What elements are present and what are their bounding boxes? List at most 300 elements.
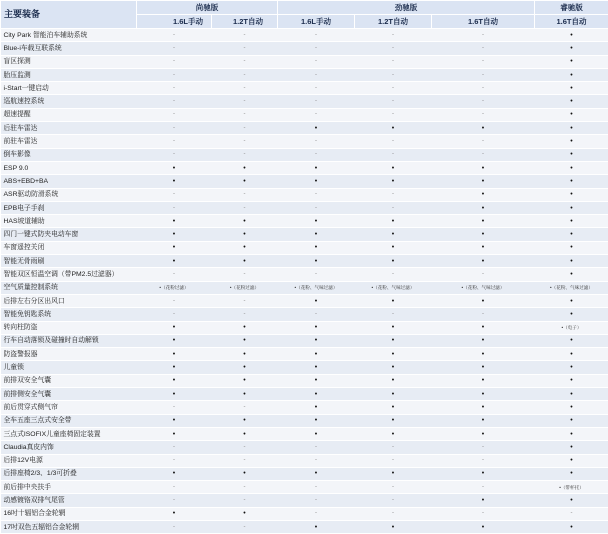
spec-cell: - [432,42,535,55]
spec-cell: - [278,494,355,507]
spec-cell: • [535,42,608,55]
spec-cell: • [137,215,212,228]
spec-cell: - [432,82,535,95]
spec-cell: - [432,148,535,161]
spec-cell: - [432,95,535,108]
feature-name: 四门一键式防夹电动车窗 [1,228,137,241]
spec-cell: - [278,454,355,467]
spec-cell: • [535,268,608,281]
spec-cell: - [278,268,355,281]
spec-cell: - [212,294,278,307]
feature-name: 前驻车雷达 [1,135,137,148]
spec-cell: • [432,188,535,201]
spec-cell: - [212,95,278,108]
spec-cell: - [212,122,278,135]
spec-cell: - [137,494,212,507]
feature-name: 儿童锁 [1,361,137,374]
spec-cell: - [137,82,212,95]
spec-cell: • [278,520,355,533]
spec-cell: - [278,68,355,81]
feature-name: 动感镀铬双排气尾管 [1,494,137,507]
table-row [1,414,608,427]
spec-cell: • [535,414,608,427]
spec-cell: • [535,201,608,214]
spec-cell: - [432,135,535,148]
spec-cell: • [278,427,355,440]
spec-cell: - [355,29,432,42]
spec-cell: - [278,308,355,321]
table-row [1,241,608,254]
spec-cell: • [535,374,608,387]
spec-cell: - [355,135,432,148]
table-row [1,228,608,241]
spec-cell: • [535,388,608,401]
trim-header: 1.2T自动 [355,15,432,29]
spec-cell: • [535,441,608,454]
spec-cell: • [212,241,278,254]
spec-cell: • [137,414,212,427]
spec-cell: - [355,148,432,161]
feature-name: 防盗警报器 [1,348,137,361]
spec-cell: • [355,122,432,135]
feature-name: City Park 智能泊车辅助系统 [1,29,137,42]
spec-cell: - [137,108,212,121]
spec-cell: - [278,135,355,148]
spec-cell: • [278,361,355,374]
spec-cell: - [212,308,278,321]
spec-cell: - [137,29,212,42]
spec-cell: • [212,427,278,440]
spec-cell: - [212,188,278,201]
spec-cell: - [432,454,535,467]
spec-cell: • [432,175,535,188]
spec-cell: - [355,108,432,121]
feature-name: 超速提醒 [1,108,137,121]
spec-cell: - [137,148,212,161]
feature-name: EPB电子手刹 [1,201,137,214]
spec-cell: • [137,241,212,254]
spec-cell: • [278,294,355,307]
spec-cell: - [137,520,212,533]
spec-cell: • [355,427,432,440]
spec-cell: - [212,268,278,281]
spec-cell: - [137,294,212,307]
feature-name: 后排12V电源 [1,454,137,467]
spec-cell: • [278,175,355,188]
spec-cell: •（电子） [535,321,608,334]
feature-name: 16吋十辐铝合金轮辋 [1,507,137,520]
feature-name: 胎压监测 [1,68,137,81]
spec-cell: - [278,82,355,95]
spec-cell: - [278,29,355,42]
spec-cell: •（带杯托） [535,481,608,494]
spec-cell: - [355,42,432,55]
spec-cell: - [212,29,278,42]
spec-cell: - [278,201,355,214]
spec-cell: • [278,215,355,228]
spec-cell: • [137,348,212,361]
feature-name: i-Start一键启动 [1,82,137,95]
spec-cell: • [278,348,355,361]
spec-cell: • [137,228,212,241]
spec-cell: •（花粉、气味过滤） [432,281,535,294]
feature-column-header: 主要装备 [1,1,137,29]
spec-cell: - [137,441,212,454]
table-row [1,148,608,161]
feature-name: 转向柱防盗 [1,321,137,334]
spec-cell: • [535,161,608,174]
spec-cell: - [355,454,432,467]
spec-cell: • [278,161,355,174]
feature-name: 前后贯穿式侧气帘 [1,401,137,414]
spec-cell: - [355,507,432,520]
table-row [1,135,608,148]
spec-cell: • [432,427,535,440]
spec-cell: • [212,321,278,334]
spec-cell: • [355,175,432,188]
spec-cell: - [278,108,355,121]
spec-cell: - [432,441,535,454]
spec-cell: • [432,388,535,401]
spec-cell: • [355,321,432,334]
feature-name: 智能免钥匙系统 [1,308,137,321]
feature-name: 空气质量控制系统 [1,281,137,294]
spec-cell: - [355,68,432,81]
spec-cell: - [137,68,212,81]
spec-cell: • [535,520,608,533]
spec-cell: • [535,361,608,374]
spec-cell: • [355,414,432,427]
spec-cell: • [535,401,608,414]
spec-cell: • [535,188,608,201]
spec-cell: • [432,321,535,334]
spec-cell: • [432,201,535,214]
spec-cell: • [535,427,608,440]
spec-cell: • [278,414,355,427]
spec-cell: •（花粉过滤） [212,281,278,294]
spec-cell: • [535,215,608,228]
group-header-jinchi: 劲驰版 [278,1,535,15]
feature-name: Claudia真皮内饰 [1,441,137,454]
trim-header: 1.6L手动 [278,15,355,29]
table-row [1,55,608,68]
spec-cell: - [212,454,278,467]
spec-cell: • [137,321,212,334]
spec-cell: • [432,361,535,374]
feature-name: 前后排中央扶手 [1,481,137,494]
spec-cell: • [355,228,432,241]
spec-cell: • [535,348,608,361]
feature-name: Blue-i车载互联系统 [1,42,137,55]
spec-cell: - [137,481,212,494]
spec-cell: • [432,215,535,228]
spec-cell: - [432,481,535,494]
group-header-shangchi: 尚驰版 [137,1,278,15]
spec-cell: • [432,374,535,387]
spec-cell: • [355,388,432,401]
spec-cell: • [212,255,278,268]
spec-cell: • [278,321,355,334]
table-row [1,481,608,494]
spec-cell: • [535,467,608,480]
spec-cell: • [137,334,212,347]
table-row [1,294,608,307]
feature-name: 前排侧安全气囊 [1,388,137,401]
spec-cell: • [278,122,355,135]
table-row [1,268,608,281]
spec-cell: • [355,467,432,480]
spec-cell: • [355,161,432,174]
table-row [1,281,608,294]
feature-name: 后排座椅2/3、1/3可折叠 [1,467,137,480]
spec-cell: •（花粉、气味过滤） [355,281,432,294]
table-row [1,321,608,334]
spec-cell: - [432,268,535,281]
group-header-ruichi: 睿驰版 [535,1,608,15]
spec-cell: • [355,241,432,254]
spec-cell: - [355,268,432,281]
spec-cell: • [432,294,535,307]
spec-cell: • [212,228,278,241]
spec-cell: - [355,95,432,108]
feature-name: ASR驱动防滑系统 [1,188,137,201]
spec-cell: - [432,55,535,68]
spec-cell: - [355,82,432,95]
spec-cell: - [212,135,278,148]
spec-cell: • [355,401,432,414]
spec-cell: • [432,401,535,414]
spec-cell: - [212,401,278,414]
feature-name: HAS坡道辅助 [1,215,137,228]
trim-header: 1.6T自动 [432,15,535,29]
spec-cell: - [137,95,212,108]
spec-cell: • [278,334,355,347]
trim-header: 1.2T自动 [212,15,278,29]
spec-cell: • [212,414,278,427]
header-group-row [1,1,608,15]
table-row [1,348,608,361]
table-row [1,161,608,174]
spec-cell: • [212,467,278,480]
spec-cell: - [355,494,432,507]
spec-cell: • [278,374,355,387]
feature-name: 17吋双色五辐铝合金轮辋 [1,520,137,533]
spec-cell: • [137,361,212,374]
spec-cell: - [212,201,278,214]
spec-cell: • [535,255,608,268]
table-row [1,255,608,268]
spec-cell: - [278,95,355,108]
spec-cell: - [212,82,278,95]
spec-cell: • [137,388,212,401]
spec-cell: • [535,454,608,467]
feature-name: 前排双安全气囊 [1,374,137,387]
spec-cell: - [278,441,355,454]
spec-cell: • [278,401,355,414]
table-row [1,507,608,520]
spec-cell: - [432,29,535,42]
spec-cell: - [137,55,212,68]
spec-cell: • [535,95,608,108]
spec-cell: - [278,148,355,161]
spec-cell: - [355,201,432,214]
table-row [1,494,608,507]
feature-name: ESP 9.0 [1,161,137,174]
spec-cell: • [432,334,535,347]
spec-cell: - [137,268,212,281]
feature-name: 车窗遥控关闭 [1,241,137,254]
spec-cell: • [355,334,432,347]
spec-cell: •（花粉、气味过滤） [278,281,355,294]
table-row [1,427,608,440]
table-row [1,215,608,228]
spec-cell: - [355,55,432,68]
spec-cell: • [355,374,432,387]
spec-cell: • [535,494,608,507]
table-row [1,401,608,414]
spec-cell: - [137,135,212,148]
spec-cell: - [137,122,212,135]
spec-cell: - [355,308,432,321]
spec-cell: • [278,255,355,268]
spec-cell: • [212,507,278,520]
table-row [1,454,608,467]
table-row [1,334,608,347]
spec-cell: • [278,467,355,480]
table-row [1,361,608,374]
spec-cell: • [212,374,278,387]
spec-cell: • [535,55,608,68]
trim-header: 1.6L手动 [137,15,212,29]
trim-header: 1.6T自动 [535,15,608,29]
spec-cell: - [212,441,278,454]
spec-cell: - [278,42,355,55]
table-row [1,108,608,121]
spec-cell: • [355,361,432,374]
spec-cell: - [432,108,535,121]
spec-cell: • [212,388,278,401]
spec-cell: • [535,148,608,161]
spec-cell: - [432,68,535,81]
table-row [1,388,608,401]
feature-name: 盲区探测 [1,55,137,68]
spec-cell: • [535,135,608,148]
spec-cell: • [355,294,432,307]
spec-cell: • [535,175,608,188]
spec-cell: • [212,361,278,374]
feature-name: ABS+EBD+BA [1,175,137,188]
spec-cell: • [535,228,608,241]
spec-cell: - [432,308,535,321]
spec-cell: - [212,481,278,494]
spec-cell: - [137,188,212,201]
feature-name: 全车五座三点式安全带 [1,414,137,427]
spec-cell: • [212,348,278,361]
table-row [1,520,608,533]
spec-cell: - [278,481,355,494]
spec-cell: • [212,161,278,174]
spec-cell: • [137,374,212,387]
feature-name: 后驻车雷达 [1,122,137,135]
spec-cell: - [212,108,278,121]
table-row [1,308,608,321]
spec-cell: • [432,161,535,174]
spec-cell: - [137,454,212,467]
spec-cell: - [278,188,355,201]
spec-cell: - [355,188,432,201]
table-row [1,188,608,201]
table-row [1,122,608,135]
spec-cell: • [535,334,608,347]
spec-cell: •（花粉、气味过滤） [535,281,608,294]
feature-name: 智能无骨雨刷 [1,255,137,268]
feature-name: 智能双区恒温空调（带PM2.5过滤器） [1,268,137,281]
spec-cell: • [355,255,432,268]
spec-cell: - [212,494,278,507]
spec-cell: - [432,507,535,520]
spec-table-body [1,29,608,534]
spec-cell: • [212,215,278,228]
spec-cell: • [278,388,355,401]
spec-cell: - [355,441,432,454]
spec-cell: • [137,255,212,268]
table-row [1,374,608,387]
table-row [1,175,608,188]
spec-cell: • [432,414,535,427]
spec-cell: • [535,241,608,254]
table-row [1,68,608,81]
table-row [1,42,608,55]
feature-name: 行车自动落锁及碰撞时自动解锁 [1,334,137,347]
table-row [1,441,608,454]
spec-cell: • [212,175,278,188]
spec-cell: - [212,148,278,161]
table-row [1,201,608,214]
table-row [1,95,608,108]
spec-cell: • [355,348,432,361]
spec-cell: - [278,507,355,520]
spec-cell: - [137,401,212,414]
spec-cell: • [432,494,535,507]
spec-cell: • [432,228,535,241]
feature-name: 三点式ISOFIX儿童座椅固定装置 [1,427,137,440]
feature-name: 后排左右分区出风口 [1,294,137,307]
feature-name: 倒车影像 [1,148,137,161]
spec-cell: - [212,520,278,533]
spec-cell: • [535,29,608,42]
spec-cell: • [432,122,535,135]
spec-cell: • [535,108,608,121]
spec-cell: • [535,82,608,95]
spec-cell: - [212,68,278,81]
table-row [1,29,608,42]
table-row [1,82,608,95]
spec-cell: - [137,42,212,55]
spec-cell: • [137,161,212,174]
spec-cell: - [137,201,212,214]
table-row [1,467,608,480]
spec-cell: • [355,520,432,533]
spec-cell: • [535,68,608,81]
spec-cell: • [137,467,212,480]
spec-cell: • [432,348,535,361]
spec-cell: • [137,507,212,520]
spec-cell: • [432,467,535,480]
spec-cell: • [432,255,535,268]
spec-cell: • [535,122,608,135]
spec-cell: • [137,427,212,440]
spec-cell: - [212,42,278,55]
